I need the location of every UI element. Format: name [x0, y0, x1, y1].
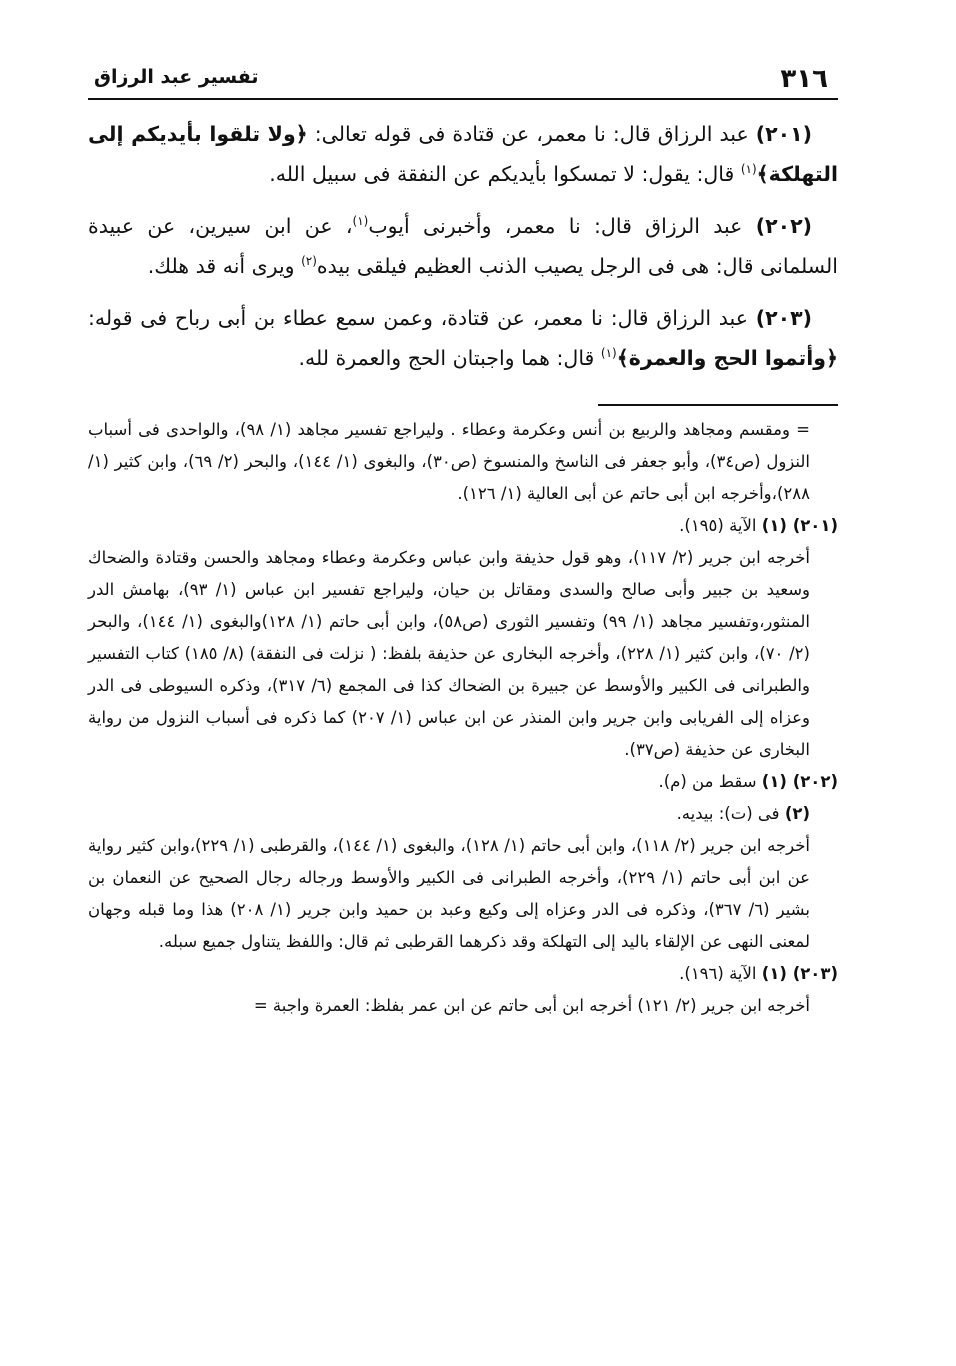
footnote-label: (٢٠٢) (١) — [761, 772, 838, 791]
footnote-text: الآية (١٩٦). — [679, 964, 762, 983]
paragraph-text: ، عن ابن سيرين، عن عبيدة السلمانى قال: هى فى الرجل يصيب الذنب العظيم فيلقى بيده — [88, 214, 838, 278]
main-text — [88, 114, 838, 378]
footnote-continuation: = ومقسم ومجاهد والربيع بن أنس وعكرمة وعطاء . وليراجع تفسير مجاهد (١/ ٩٨)، والواحدى فى أسباب النزول (ص٣٤)، وأبو جعفر فى الناسخ والمنسوخ (ص٣٠)، والبغوى (١/ ١٤٤)، والبحر (٢/ ٦٩)، وابن كثير (١/ ٢٨٨)،وأخرجه ابن أبى حاتم عن أبى العالية (١/ ١٢٦). — [88, 420, 810, 503]
book-page — [88, 60, 838, 1340]
footnote-text: الآية (١٩٥). — [679, 516, 762, 535]
paragraph-number: (٢٠٢) — [755, 214, 813, 238]
page-header — [88, 60, 838, 100]
footnote-text: سقط من (م). — [658, 772, 762, 791]
footnote-ref: (١) — [740, 162, 757, 177]
footnote-202-1 — [88, 766, 838, 798]
footnote-203-body: أخرجه ابن جرير (٢/ ١٢١) أخرجه ابن أبى حاتم عن ابن عمر بفلظ: العمرة واجبة = — [253, 996, 810, 1015]
quran-quote: ﴿وأتموا الحج والعمرة﴾ — [616, 346, 838, 370]
paragraph-text: عبد الرزاق قال: نا معمر، عن قتادة، وعمن سمع عطاء بن أبى رباح فى قوله: — [88, 306, 756, 330]
paragraph-202 — [88, 206, 838, 286]
paragraph-text: عبد الرزاق قال: نا معمر، وأخبرنى أيوب — [368, 214, 756, 238]
paragraph-201 — [88, 114, 838, 194]
footnotes — [88, 414, 838, 1022]
footnote-text: فى (ت): بيديه. — [676, 804, 785, 823]
footnote-ref: (١) — [352, 214, 369, 229]
quran-quote: ﴿ولا تلقوا بأيديكم إلى التهلكة﴾ — [88, 122, 838, 186]
paragraph-text: قال: هما واجبتان الحج والعمرة لله. — [298, 346, 601, 370]
footnote-separator — [598, 404, 838, 406]
footnote-202-body: أخرجه ابن جرير (٢/ ١١٨)، وابن أبى حاتم (١/ ١٢٨)، والبغوى (١/ ١٤٤)، والقرطبى (١/ ٢٢٩)،وابن كثير رواية عن ابن أبى حاتم (١/ ٢٢٩)، وأخرجه الطبرانى فى الكبير والأوسط ورجاله رجال الصحيح عن النعمان بن بشير (٦/ ٣٦٧)، وذكره فى الدر وعزاه إلى وكيع وعبد بن حميد وابن جرير (١/ ٢٠٨) هذا وما قبله وجهان لمعنى النهى عن الإلقاء باليد إلى التهلكة وقد ذكرهما القرطبى ثم قال: واللفظ يتناول جميع سبله. — [88, 836, 810, 951]
footnote-203-1 — [88, 958, 838, 990]
footnote-201-body: أخرجه ابن جرير (٢/ ١١٧)، وهو قول حذيفة وابن عباس وعكرمة وعطاء ومجاهد والحسن وقتادة والضحاك وسعيد بن جبير وأبى صالح والسدى ومقاتل بن حيان، وليراجع تفسير ابن عباس (١/ ٩٣)، بهامش الدر المنثور،وتفسير مجاهد (١/ ٩٩) وتفسير الثورى (ص٥٨)، وابن أبى حاتم (١/ ١٢٨)والبغوى (١/ ١٤٤)، والبحر (٢/ ٧٠)، وابن كثير (١/ ٢٢٨)، وأخرجه البخارى عن حذيفة بلفظ: ( نزلت فى النفقة) (٨/ ١٨٥) كتاب التفسير والطبرانى فى الكبير والأوسط عن جبيرة بن الضحاك كذا فى المجمع (٦/ ٣١٧)، وذكره السيوطى فى الدر وعزاه إلى الفريابى وابن جرير وابن المنذر عن ابن عباس (١/ ٢٠٧) كما ذكره فى أسباب النزول من رواية البخارى عن حذيفة (ص٣٧). — [88, 548, 810, 759]
footnote-201-1 — [88, 510, 838, 542]
footnote-202-2 — [88, 798, 838, 830]
footnote-ref: (٢) — [301, 254, 317, 269]
paragraph-text: قال: يقول: لا تمسكوا بأيديكم عن النفقة فى سبيل الله. — [269, 162, 741, 186]
footnote-label: (٢٠١) (١) — [761, 516, 838, 535]
footnote-label: (٢٠٣) (١) — [761, 964, 838, 983]
paragraph-text: عبد الرزاق قال: نا معمر، عن قتادة فى قوله تعالى: — [307, 122, 756, 146]
footnote-label: (٢) — [784, 804, 810, 823]
running-title: تفسير عبد الرزاق — [94, 66, 259, 88]
footnote-ref: (١) — [600, 346, 617, 361]
page-number: ٣١٦ — [780, 64, 828, 94]
paragraph-number: (٢٠١) — [755, 122, 812, 146]
paragraph-text: ويرى أنه قد هلك. — [147, 254, 302, 278]
paragraph-number: (٢٠٣) — [755, 306, 812, 330]
paragraph-203 — [88, 298, 838, 378]
